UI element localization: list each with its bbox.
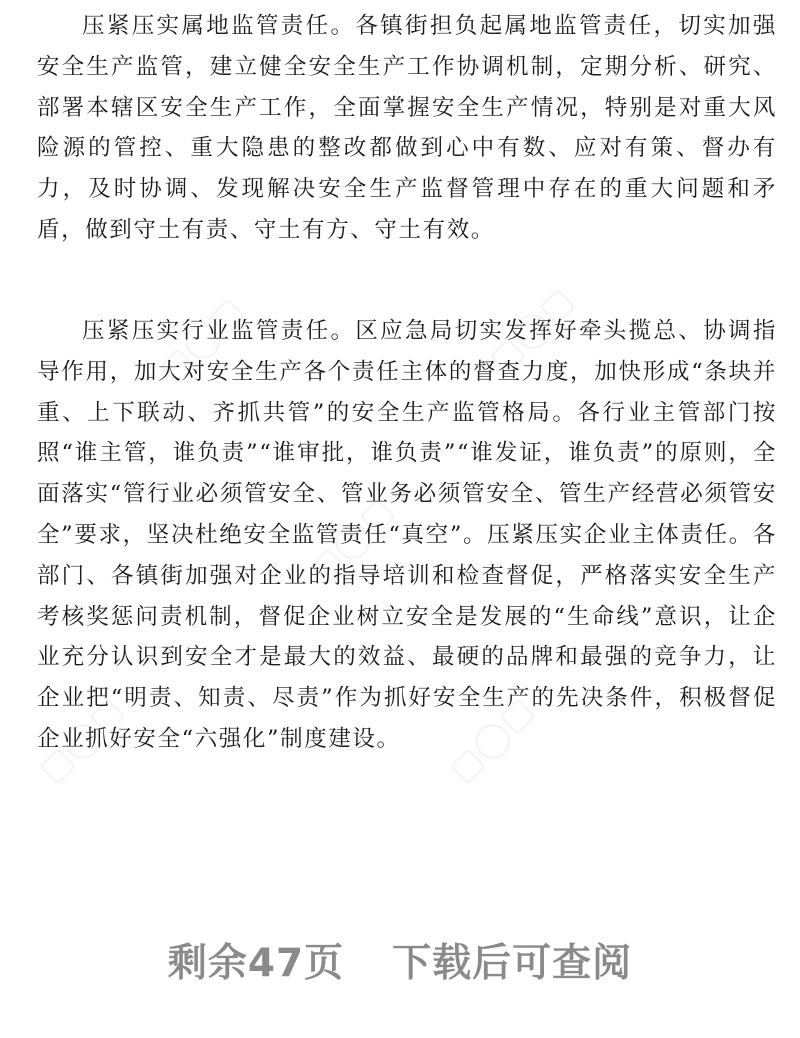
download-prompt-label[interactable]: 下载后可查阅 [392,941,633,986]
remaining-pages-label[interactable]: 剩余47页 [167,941,345,986]
paragraph-territorial-supervision: 压紧压实属地监管责任。各镇街担负起属地监管责任，切实加强安全生产监管，建立健全安全生产工作协调机制，定期分析、研究、部署本辖区安全生产工作，全面掌握安全生产情况，特别是对重大风险源的管控、重大隐患的整改都做到心中有数、应对有策、督办有力，及时协调、发现解决安全生产监督管理中存在的重大问题和矛盾，做到守土有责、守土有方、守土有效。 [37,13,777,243]
watermark: ▢◯▢ [30,689,132,791]
download-banner[interactable] [0,932,800,988]
paragraph-industry-supervision: 压紧压实行业监管责任。区应急局切实发挥好牵头揽总、协调指导作用，加大对安全生产各个责任主体的督查力度，加快形成“条块并重、上下联动、齐抓共管”的安全生产监管格局。各行业主管部门按照“谁主管，谁负责”“谁审批，谁负责”“谁发证，谁负责”的原则，全面落实“管行业必须管安全、管业务必须管安全、管生产经营必须管安全”要求，坚决杜绝安全监管责任“真空”。压紧压实企业主体责任。各部门、各镇街加强对企业的指导培训和检查督促，严格落实安全生产考核奖惩问责机制，督促企业树立安全是发展的“生命线”意识，让企业充分认识到安全才是最大的效益、最硬的品牌和最强的竞争力，让企业把“明责、知责、尽责”作为抓好安全生产的先决条件，积极督促企业抓好安全“六强化”制度建设。 [37,318,777,752]
watermark: ▢◯▢ [440,689,542,791]
watermark: ▢◯▢ [150,289,252,391]
watermark: ▢◯▢ [300,489,402,591]
watermark: ▢◯▢ [480,279,582,381]
